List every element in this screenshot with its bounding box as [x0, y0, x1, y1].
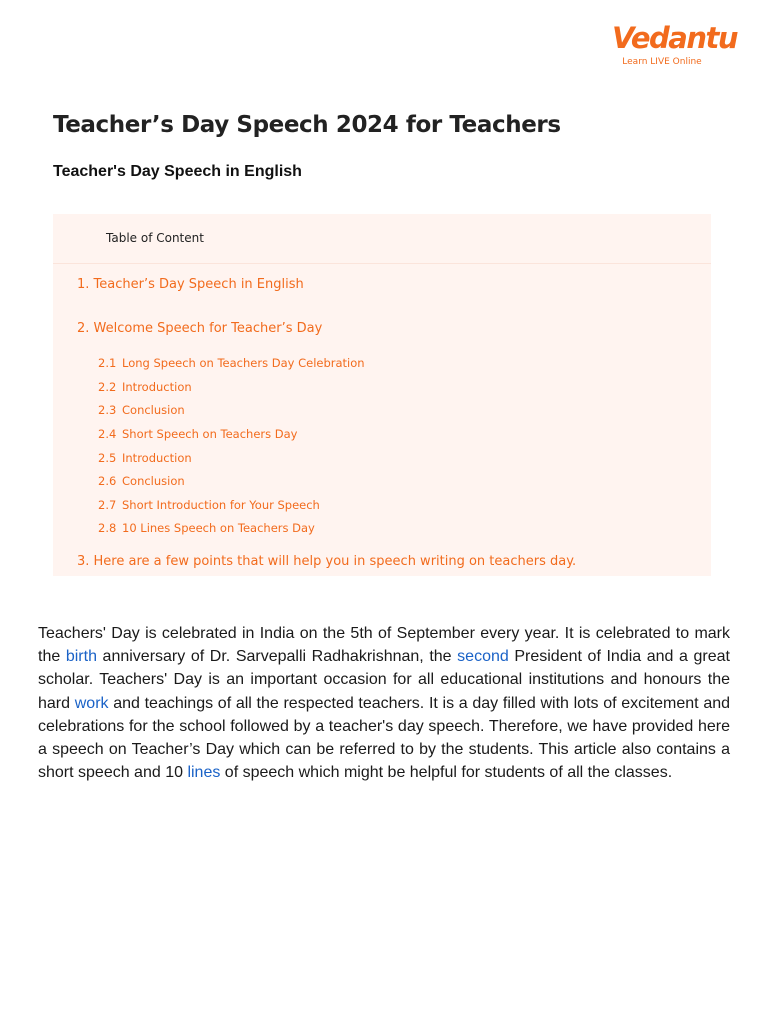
toc-item-number: 2.1 [98, 356, 117, 370]
toc-item-label: Introduction [122, 451, 192, 465]
toc-item-3[interactable]: 3. Here are a few points that will help you in speech writing on teachers day. [77, 554, 577, 569]
toc-item-number: 2.5 [98, 451, 117, 465]
page-title: Teacher’s Day Speech 2024 for Teachers [53, 112, 561, 138]
body-text: Teachers' Day is celebrated in India on the 5th of September every year. It is celebrated to mark the [38, 625, 730, 666]
toc-item-2-3[interactable] [98, 403, 185, 417]
toc-item-2-2[interactable] [98, 380, 192, 394]
toc-item-label: Long Speech on Teachers Day Celebration [122, 356, 365, 370]
toc-item-number: 2.7 [98, 498, 117, 512]
lines-link[interactable]: lines [187, 764, 221, 782]
body-text: of speech which might be helpful for students of all the classes. [220, 764, 673, 782]
toc-heading: Table of Content [106, 231, 204, 245]
toc-item-number: 2.8 [98, 521, 117, 535]
toc-item-2-6[interactable] [98, 474, 185, 488]
toc-item-number: 2.6 [98, 474, 117, 488]
table-of-contents [53, 214, 711, 576]
body-text: President of India and a great scholar. Teachers' Day is an important occasion for all educational institutions and honours the hard [38, 648, 731, 712]
second-link[interactable]: second [457, 648, 509, 666]
logo-tagline: Learn LIVE Online [622, 57, 702, 67]
toc-item-label: Conclusion [122, 403, 185, 417]
birth-link[interactable]: birth [65, 648, 97, 666]
toc-item-number: 2.2 [98, 380, 117, 394]
body-text: and teachings of all the respected teachers. It is a day filled with lots of excitement and celebrations for the school followed by a teacher's day speech. Therefore, we have provided here a speech on Teacher’s Day which can be referred to by the students. This article also contains a short speech and 10 [38, 694, 731, 782]
toc-item-1[interactable]: 1. Teacher’s Day Speech in English [77, 277, 304, 292]
toc-header [53, 214, 711, 264]
toc-item-label: 10 Lines Speech on Teachers Day [122, 521, 315, 535]
toc-item-2-8[interactable] [98, 521, 315, 535]
intro-paragraph [38, 622, 730, 784]
work-link[interactable]: work [74, 694, 109, 712]
vedantu-logo[interactable] [612, 20, 737, 67]
toc-item-2-5[interactable] [98, 451, 192, 465]
body-text: anniversary of Dr. Sarvepalli Radhakrishnan, the [96, 648, 458, 666]
toc-item-label: Conclusion [122, 474, 185, 488]
toc-item-2[interactable]: 2. Welcome Speech for Teacher’s Day [77, 321, 323, 336]
page-subtitle: Teacher's Day Speech in English [53, 163, 302, 180]
toc-item-2-7[interactable] [98, 498, 320, 512]
toc-item-label: Short Introduction for Your Speech [122, 498, 320, 512]
toc-item-label: Short Speech on Teachers Day [122, 427, 298, 441]
toc-item-number: 2.4 [98, 427, 117, 441]
logo-wordmark: Vedantu [612, 21, 737, 55]
toc-item-2-4[interactable] [98, 427, 297, 441]
toc-item-number: 2.3 [98, 403, 117, 417]
toc-item-2-1[interactable] [98, 356, 365, 370]
toc-item-label: Introduction [122, 380, 192, 394]
